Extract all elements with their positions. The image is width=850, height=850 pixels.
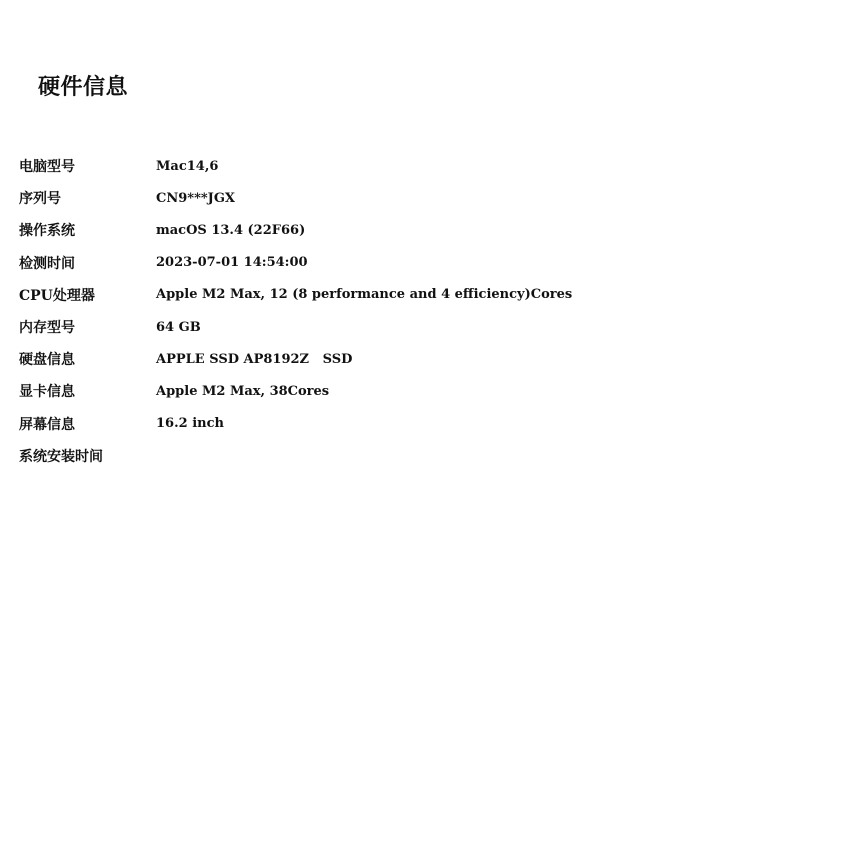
check-time-label: 检测时间: [19, 255, 75, 272]
memory-label: 内存型号: [19, 320, 75, 337]
row-check-time: [19, 247, 799, 279]
graphics-label: 显卡信息: [19, 384, 75, 401]
row-graphics: [19, 375, 799, 407]
row-screen: [19, 408, 799, 440]
row-disk: [19, 343, 799, 375]
serial-number-label: 序列号: [19, 191, 61, 208]
operating-system-label: 操作系统: [19, 223, 75, 240]
cpu-value: Apple M2 Max, 12 (8 performance and 4 efficiency)Cores: [156, 287, 573, 303]
memory-value: 64 GB: [156, 319, 201, 335]
page-title: 硬件信息: [38, 74, 129, 100]
screen-label: 屏幕信息: [19, 416, 75, 433]
check-time-value: 2023-07-01 14:54:00: [156, 255, 308, 271]
row-memory: [19, 311, 799, 343]
serial-number-value: CN9***JGX: [156, 190, 236, 206]
cpu-label: CPU处理器: [19, 287, 95, 304]
row-cpu: [19, 279, 799, 311]
disk-label: 硬盘信息: [19, 352, 75, 369]
disk-value: APPLE SSD AP8192Z SSD: [156, 351, 353, 367]
computer-model-value: Mac14,6: [156, 158, 219, 174]
hardware-info-table: [19, 150, 799, 472]
install-time-label: 系统安装时间: [19, 448, 103, 465]
row-computer-model: [19, 150, 799, 182]
computer-model-label: 电脑型号: [19, 159, 75, 176]
graphics-value: Apple M2 Max, 38Cores: [156, 383, 330, 399]
row-install-time: [19, 440, 799, 472]
row-serial-number: [19, 182, 799, 214]
screen-value: 16.2 inch: [156, 416, 224, 432]
operating-system-value: macOS 13.4 (22F66): [156, 222, 306, 238]
row-operating-system: [19, 214, 799, 246]
